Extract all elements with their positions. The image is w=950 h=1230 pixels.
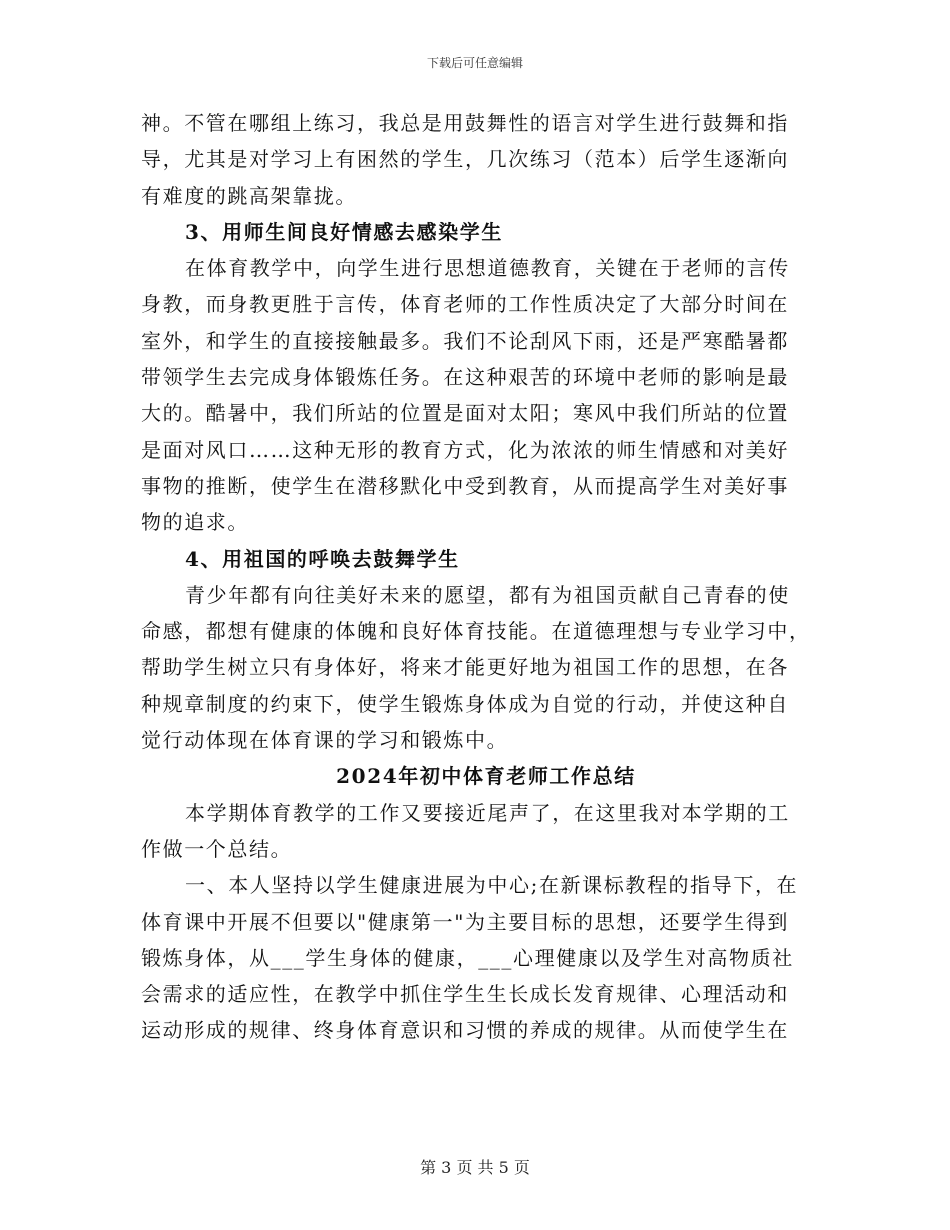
body-line: 作做一个总结。 [141, 836, 293, 861]
page-footer: 第 3 页 共 5 页 [420, 1158, 530, 1177]
body-line: 导，尤其是对学习上有困然的学生，几次练习（范本）后学生逐渐向 [141, 147, 789, 172]
body-line: 本学期体育教学的工作又要接近尾声了，在这里我对本学期的工 [185, 800, 790, 825]
body-line: 觉行动体现在体育课的学习和锻炼中。 [141, 728, 509, 753]
body-line: 大的。酷暑中，我们所站的位置是面对太阳；寒风中我们所站的位置 [141, 401, 789, 426]
body-line: 神。不管在哪组上练习，我总是用鼓舞性的语言对学生进行鼓舞和指 [141, 111, 789, 135]
body-line: 在体育教学中，向学生进行思想道德教育，关键在于老师的言传 [185, 256, 790, 281]
body-line: 带领学生去完成身体锻炼任务。在这种艰苦的环境中老师的影响是最 [141, 365, 789, 390]
body-line: 物的追求。 [141, 510, 249, 535]
body-line: 锻炼身体，从___学生身体的健康，___心理健康以及学生对高物质社 [141, 945, 794, 970]
body-line: 是面对风口……这种无形的教育方式，化为浓浓的师生情感和对美好 [141, 437, 789, 462]
body-line: 事物的推断，使学生在潜移默化中受到教育，从而提高学生对美好事 [141, 473, 789, 498]
body-line: 体育课中开展不但要以"健康第一"为主要目标的思想，还要学生得到 [141, 909, 789, 934]
body-line: 有难度的跳高架靠拢。 [141, 183, 357, 208]
body-line: 一、本人坚持以学生健康进展为中心;在新课标教程的指导下，在 [185, 873, 799, 898]
body-line: 青少年都有向往美好未来的愿望，都有为祖国贡献自己青春的使 [185, 582, 790, 607]
body-line: 身教，而身教更胜于言传，体育老师的工作性质决定了大部分时间在 [141, 292, 789, 317]
body-line: 室外，和学生的直接接触最多。我们不论刮风下雨，还是严寒酷暑都 [141, 328, 789, 353]
body-line: 运动形成的规律、终身体育意识和习惯的养成的规律。从而使学生在 [141, 1018, 789, 1043]
page-header: 下载后可任意编辑 [426, 56, 523, 70]
section-heading: 3、用师生间良好情感去感染学生 [185, 219, 503, 244]
body-line: 帮助学生树立只有身体好，将来才能更好地为祖国工作的思想，在各 [141, 655, 789, 680]
body-line: 命感，都想有健康的体魄和良好体育技能。在道德理想与专业学习中， [141, 619, 811, 644]
body-line: 种规章制度的约束下，使学生锻炼身体成为自觉的行动，并使这种自 [141, 691, 789, 716]
section-heading: 4、用祖国的呼唤去鼓舞学生 [185, 546, 460, 571]
document-title: 2024年初中体育老师工作总结 [336, 764, 636, 789]
document-body [141, 105, 811, 1049]
body-line: 会需求的适应性，在教学中抓住学生生长成长发育规律、心理活动和 [141, 982, 789, 1007]
